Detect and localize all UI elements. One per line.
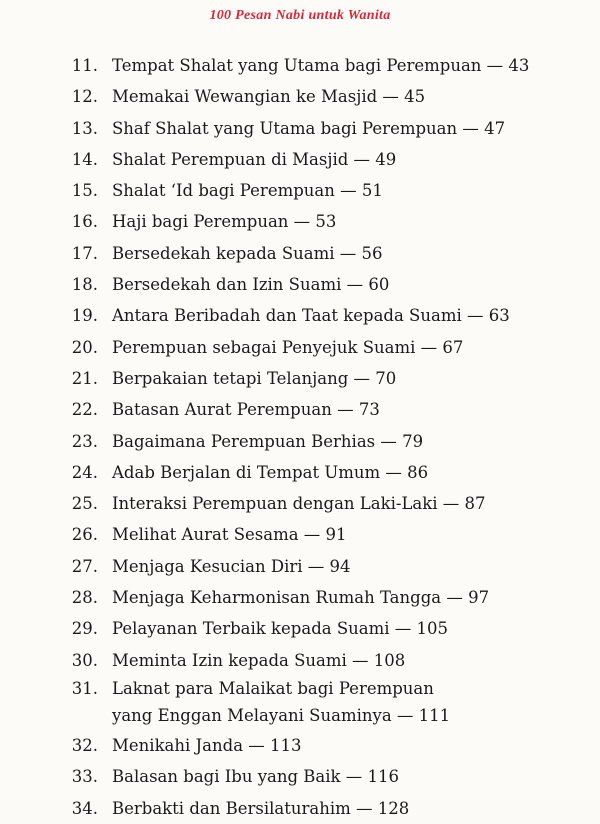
toc-entry-title: Menjaga Keharmonisan Rumah Tangga — 97: [112, 588, 490, 608]
toc-entry: [0, 363, 600, 394]
toc-entry: [0, 206, 600, 237]
toc-entry: [0, 238, 600, 269]
toc-entry-title: Balasan bagi Ibu yang Baik — 116: [112, 767, 400, 787]
toc-entry: [0, 426, 600, 457]
toc-entry: [0, 519, 600, 550]
toc-entry-number: 15.: [71, 181, 98, 201]
toc-entry-title: Antara Beribadah dan Taat kepada Suami — 63: [112, 306, 510, 326]
toc-entry: [0, 144, 600, 175]
toc-entry: [0, 50, 600, 81]
toc-entry-title: Berpakaian tetapi Telanjang — 70: [112, 368, 397, 388]
toc-entry-title: Berbakti dan Bersilaturahim — 128: [112, 798, 410, 818]
toc-entry-number: 24.: [71, 462, 98, 482]
toc-entry: [0, 551, 600, 582]
toc-entry: [0, 761, 600, 792]
toc-entry-title: Interaksi Perempuan dengan Laki-Laki — 87: [112, 494, 486, 514]
toc-entry: [0, 730, 600, 761]
toc-entry-title: Bersedekah dan Izin Suami — 60: [112, 275, 390, 295]
toc-entry-title: Shaf Shalat yang Utama bagi Perempuan — 47: [112, 118, 506, 138]
toc-entry: [0, 676, 600, 730]
toc-entry: [0, 332, 600, 363]
toc-entry: [0, 394, 600, 425]
toc-entry: [0, 457, 600, 488]
toc-entry: [0, 793, 600, 824]
toc-entry-title: Shalat Perempuan di Masjid — 49: [112, 149, 397, 169]
toc-entry-number: 17.: [71, 243, 98, 263]
toc-entry-title: Bersedekah kepada Suami — 56: [112, 243, 383, 263]
toc-entry: [0, 300, 600, 331]
toc-entry-number: 21.: [71, 368, 98, 388]
running-head-title: 100 Pesan Nabi untuk Wanita: [209, 8, 391, 23]
toc-entry-title: Menjaga Kesucian Diri — 94: [112, 556, 351, 576]
toc-entry-number: 25.: [71, 494, 98, 514]
toc-entry: [0, 269, 600, 300]
toc-entry-number: 16.: [71, 212, 98, 232]
toc-entry-title: Adab Berjalan di Tempat Umum — 86: [112, 462, 429, 482]
toc-entry-title: Pelayanan Terbaik kepada Suami — 105: [112, 619, 449, 639]
toc-entry: [0, 582, 600, 613]
toc-entry: [0, 113, 600, 144]
toc-entry-number: 20.: [71, 337, 98, 357]
toc-entry-title: Menikahi Janda — 113: [112, 735, 302, 755]
toc-entry-title: Perempuan sebagai Penyejuk Suami — 67: [112, 337, 464, 357]
toc-entry-title-line1: Laknat para Malaikat bagi Perempuan: [112, 678, 434, 698]
table-of-contents: [0, 50, 600, 824]
toc-entry-number: 22.: [71, 400, 98, 420]
toc-entry-number: 11.: [71, 56, 98, 75]
toc-entry-number: 18.: [71, 275, 98, 295]
toc-entry-title: Shalat ‘Id bagi Perempuan — 51: [112, 181, 383, 201]
toc-entry-number: 27.: [71, 556, 98, 576]
toc-entry-title: Melihat Aurat Sesama — 91: [112, 525, 347, 545]
toc-entry-title: Memakai Wewangian ke Masjid — 45: [112, 87, 426, 107]
toc-entry-number: 12.: [71, 87, 98, 107]
toc-entry: [0, 645, 600, 676]
toc-entry: [0, 81, 600, 112]
toc-entry-number: 32.: [71, 735, 98, 755]
toc-entry: [0, 488, 600, 519]
toc-entry-number: 23.: [71, 431, 98, 451]
toc-entry-title: Batasan Aurat Perempuan — 73: [112, 400, 380, 420]
toc-entry-number: 14.: [71, 149, 98, 169]
toc-entry-number: 31.: [71, 678, 98, 698]
toc-entry-number: 19.: [71, 306, 98, 326]
toc-entry-number: 28.: [71, 588, 98, 608]
toc-entry-number: 33.: [71, 767, 98, 787]
toc-entry-title: Bagaimana Perempuan Berhias — 79: [112, 431, 424, 451]
toc-entry-title: Haji bagi Perempuan — 53: [112, 212, 337, 232]
toc-entry-title-line2: yang Enggan Melayani Suaminya — 111: [112, 705, 451, 725]
toc-entry-title: Tempat Shalat yang Utama bagi Perempuan — 43: [112, 56, 530, 75]
toc-entry-number: 29.: [71, 619, 98, 639]
toc-entry-title: Meminta Izin kepada Suami — 108: [112, 650, 406, 670]
toc-entry-number: 30.: [71, 650, 98, 670]
toc-entry-number: 34.: [71, 798, 98, 818]
toc-entry-number: 26.: [71, 525, 98, 545]
toc-entry: [0, 175, 600, 206]
toc-entry: [0, 613, 600, 644]
toc-entry-number: 13.: [71, 118, 98, 138]
toc-entry-title: [112, 676, 450, 730]
